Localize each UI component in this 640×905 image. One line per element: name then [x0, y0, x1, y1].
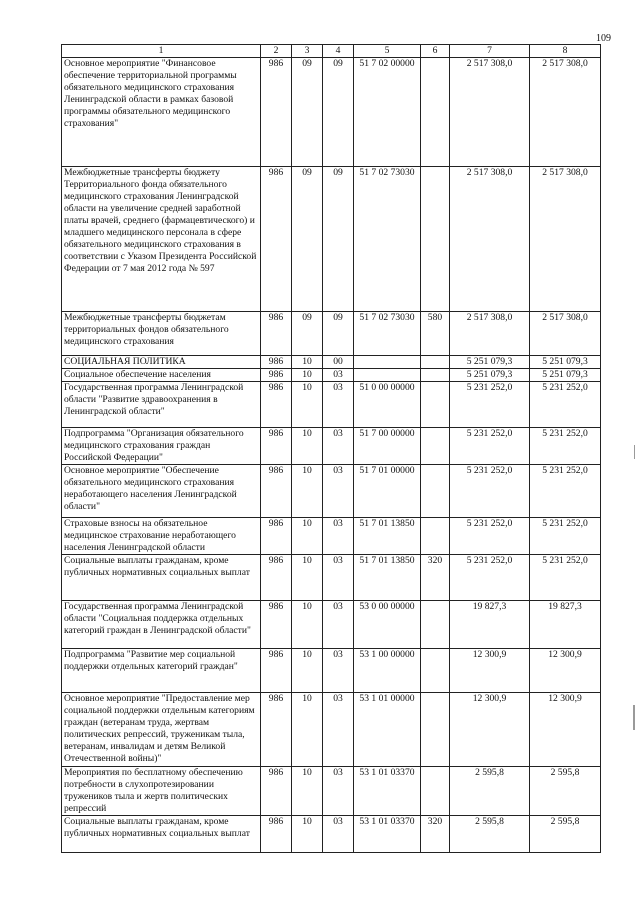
row-cell-rz: 10 [292, 356, 323, 369]
row-cell-sum1: 5 231 252,0 [450, 465, 530, 518]
row-cell-sum1: 2 517 308,0 [450, 58, 530, 167]
column-header: 4 [323, 45, 354, 58]
row-cell-rz: 10 [292, 693, 323, 767]
row-cell-sum2: 5 231 252,0 [530, 555, 601, 601]
scan-edge-mark [634, 445, 635, 459]
row-cell-csr: 51 7 01 00000 [354, 465, 421, 518]
row-cell-csr: 51 7 01 13850 [354, 555, 421, 601]
row-cell-sum1: 2 517 308,0 [450, 167, 530, 312]
row-cell-csr: 51 7 02 73030 [354, 312, 421, 356]
row-cell-csr: 53 1 01 03370 [354, 816, 421, 853]
table-row [62, 465, 601, 518]
row-cell-csr: 51 7 00 00000 [354, 428, 421, 465]
scan-edge-mark [633, 705, 635, 730]
row-cell-vr: 320 [421, 816, 450, 853]
row-cell-pr: 09 [323, 312, 354, 356]
table-row [62, 382, 601, 428]
row-cell-csr: 51 0 00 00000 [354, 382, 421, 428]
row-cell-rz: 10 [292, 601, 323, 649]
row-cell-rz: 10 [292, 767, 323, 816]
row-cell-vr [421, 167, 450, 312]
row-cell-sum2: 5 231 252,0 [530, 465, 601, 518]
row-cell-sum1: 12 300,9 [450, 693, 530, 767]
row-cell-grbs: 986 [261, 693, 292, 767]
row-cell-sum1: 5 251 079,3 [450, 369, 530, 382]
row-cell-sum2: 2 595,8 [530, 767, 601, 816]
row-cell-vr [421, 382, 450, 428]
row-cell-sum2: 5 251 079,3 [530, 369, 601, 382]
row-cell-csr [354, 356, 421, 369]
row-cell-vr [421, 518, 450, 555]
row-cell-pr: 03 [323, 601, 354, 649]
row-cell-pr: 03 [323, 693, 354, 767]
column-header: 6 [421, 45, 450, 58]
row-description: Межбюджетные трансферты бюджетам территориальных фондов обязательного медицинского страхования [62, 312, 261, 356]
budget-table [61, 44, 601, 853]
row-cell-sum1: 5 231 252,0 [450, 518, 530, 555]
row-cell-sum2: 12 300,9 [530, 693, 601, 767]
row-description: Социальные выплаты гражданам, кроме публичных нормативных социальных выплат [62, 816, 261, 853]
row-cell-grbs: 986 [261, 369, 292, 382]
row-description: Основное мероприятие "Обеспечение обязательного медицинского страхования неработающего населения Ленинградской области" [62, 465, 261, 518]
row-cell-grbs: 986 [261, 167, 292, 312]
row-cell-rz: 10 [292, 428, 323, 465]
row-cell-sum1: 2 595,8 [450, 767, 530, 816]
row-cell-rz: 10 [292, 518, 323, 555]
table-row [62, 649, 601, 693]
table-row [62, 369, 601, 382]
column-header: 1 [62, 45, 261, 58]
table-row [62, 428, 601, 465]
row-cell-pr: 03 [323, 816, 354, 853]
row-cell-sum2: 5 231 252,0 [530, 382, 601, 428]
row-cell-rz: 10 [292, 816, 323, 853]
row-cell-sum2: 2 595,8 [530, 816, 601, 853]
row-cell-grbs: 986 [261, 428, 292, 465]
table-row [62, 58, 601, 167]
row-cell-vr [421, 465, 450, 518]
row-cell-grbs: 986 [261, 767, 292, 816]
row-cell-csr: 53 1 01 00000 [354, 693, 421, 767]
row-cell-pr: 03 [323, 555, 354, 601]
row-cell-sum2: 5 251 079,3 [530, 356, 601, 369]
row-cell-rz: 10 [292, 555, 323, 601]
row-cell-sum1: 2 517 308,0 [450, 312, 530, 356]
row-cell-sum2: 12 300,9 [530, 649, 601, 693]
row-cell-grbs: 986 [261, 58, 292, 167]
row-cell-grbs: 986 [261, 555, 292, 601]
row-cell-csr: 53 0 00 00000 [354, 601, 421, 649]
column-header: 8 [530, 45, 601, 58]
row-description: Государственная программа Ленинградской области "Социальная поддержка отдельных категорий граждан в Ленинградской области" [62, 601, 261, 649]
row-description: Социальные выплаты гражданам, кроме публичных нормативных социальных выплат [62, 555, 261, 601]
row-cell-vr [421, 428, 450, 465]
row-cell-vr [421, 356, 450, 369]
row-cell-sum1: 5 231 252,0 [450, 382, 530, 428]
row-cell-grbs: 986 [261, 518, 292, 555]
row-cell-sum1: 19 827,3 [450, 601, 530, 649]
page-number: 109 [596, 33, 611, 44]
row-cell-pr: 03 [323, 518, 354, 555]
row-cell-vr: 320 [421, 555, 450, 601]
row-cell-csr: 53 1 01 03370 [354, 767, 421, 816]
table-row [62, 167, 601, 312]
column-header: 7 [450, 45, 530, 58]
row-description: Социальное обеспечение населения [62, 369, 261, 382]
row-cell-rz: 10 [292, 369, 323, 382]
row-cell-vr [421, 58, 450, 167]
row-cell-sum2: 2 517 308,0 [530, 167, 601, 312]
row-cell-rz: 09 [292, 167, 323, 312]
row-cell-pr: 03 [323, 767, 354, 816]
row-cell-vr [421, 767, 450, 816]
row-description: Подпрограмма "Организация обязательного медицинского страхования граждан Российской Федерации" [62, 428, 261, 465]
table-row [62, 816, 601, 853]
row-cell-grbs: 986 [261, 312, 292, 356]
table-row [62, 601, 601, 649]
table-row [62, 693, 601, 767]
row-cell-rz: 09 [292, 58, 323, 167]
row-cell-vr [421, 693, 450, 767]
row-cell-pr: 03 [323, 428, 354, 465]
table-row [62, 518, 601, 555]
row-cell-sum2: 2 517 308,0 [530, 312, 601, 356]
row-cell-vr [421, 601, 450, 649]
row-cell-grbs: 986 [261, 816, 292, 853]
row-cell-pr: 09 [323, 58, 354, 167]
row-cell-grbs: 986 [261, 649, 292, 693]
row-description: Мероприятия по бесплатному обеспечению потребности в слухопротезировании тружеников тыла и жертв политических репрессий [62, 767, 261, 816]
row-cell-vr [421, 649, 450, 693]
row-cell-sum2: 2 517 308,0 [530, 58, 601, 167]
table-row [62, 767, 601, 816]
row-cell-rz: 10 [292, 382, 323, 428]
row-cell-sum2: 19 827,3 [530, 601, 601, 649]
table-row [62, 555, 601, 601]
table-row [62, 356, 601, 369]
row-description: Подпрограмма "Развитие мер социальной поддержки отдельных категорий граждан" [62, 649, 261, 693]
row-cell-sum1: 5 231 252,0 [450, 428, 530, 465]
row-cell-pr: 03 [323, 649, 354, 693]
row-cell-grbs: 986 [261, 382, 292, 428]
row-cell-csr: 53 1 00 00000 [354, 649, 421, 693]
row-description: Основное мероприятие "Предоставление мер социальной поддержки отдельным категориям граждан (ветеранам труда, жертвам политических репрессий, труженикам тыла, ветеранам, инвалидам и детям Великой Отечественной войны)" [62, 693, 261, 767]
row-description: Основное мероприятие "Финансовое обеспечение территориальной программы обязательного медицинского страхования Ленинградской области в рамках базовой программы обязательного медицинского страхования" [62, 58, 261, 167]
row-cell-grbs: 986 [261, 465, 292, 518]
row-cell-sum2: 5 231 252,0 [530, 428, 601, 465]
row-description: Межбюджетные трансферты бюджету Территориального фонда обязательного медицинского страхования Ленинградской области на увеличение средней заработной платы врачей, среднего (фармацевтического) и младшего медицинского персонала в сфере обязательного медицинского страхования в соответствии с Указом Президента Российской Федерации от 7 мая 2012 года № 597 [62, 167, 261, 312]
row-description: Страховые взносы на обязательное медицинское страхование неработающего населения Ленинградской области [62, 518, 261, 555]
row-cell-grbs: 986 [261, 356, 292, 369]
row-cell-grbs: 986 [261, 601, 292, 649]
row-cell-rz: 10 [292, 465, 323, 518]
row-cell-csr: 51 7 01 13850 [354, 518, 421, 555]
row-cell-csr: 51 7 02 00000 [354, 58, 421, 167]
row-cell-pr: 00 [323, 356, 354, 369]
row-cell-pr: 09 [323, 167, 354, 312]
row-cell-pr: 03 [323, 382, 354, 428]
table-row [62, 312, 601, 356]
row-cell-vr [421, 369, 450, 382]
row-cell-sum1: 2 595,8 [450, 816, 530, 853]
row-description: СОЦИАЛЬНАЯ ПОЛИТИКА [62, 356, 261, 369]
column-header: 5 [354, 45, 421, 58]
row-cell-csr: 51 7 02 73030 [354, 167, 421, 312]
row-cell-rz: 10 [292, 649, 323, 693]
table-header-row [62, 45, 601, 58]
row-cell-sum1: 12 300,9 [450, 649, 530, 693]
column-header: 3 [292, 45, 323, 58]
row-cell-sum1: 5 231 252,0 [450, 555, 530, 601]
row-cell-vr: 580 [421, 312, 450, 356]
row-cell-csr [354, 369, 421, 382]
row-cell-rz: 09 [292, 312, 323, 356]
row-description: Государственная программа Ленинградской области "Развитие здравоохранения в Ленинградской области" [62, 382, 261, 428]
row-cell-sum1: 5 251 079,3 [450, 356, 530, 369]
row-cell-pr: 03 [323, 369, 354, 382]
row-cell-sum2: 5 231 252,0 [530, 518, 601, 555]
row-cell-pr: 03 [323, 465, 354, 518]
column-header: 2 [261, 45, 292, 58]
